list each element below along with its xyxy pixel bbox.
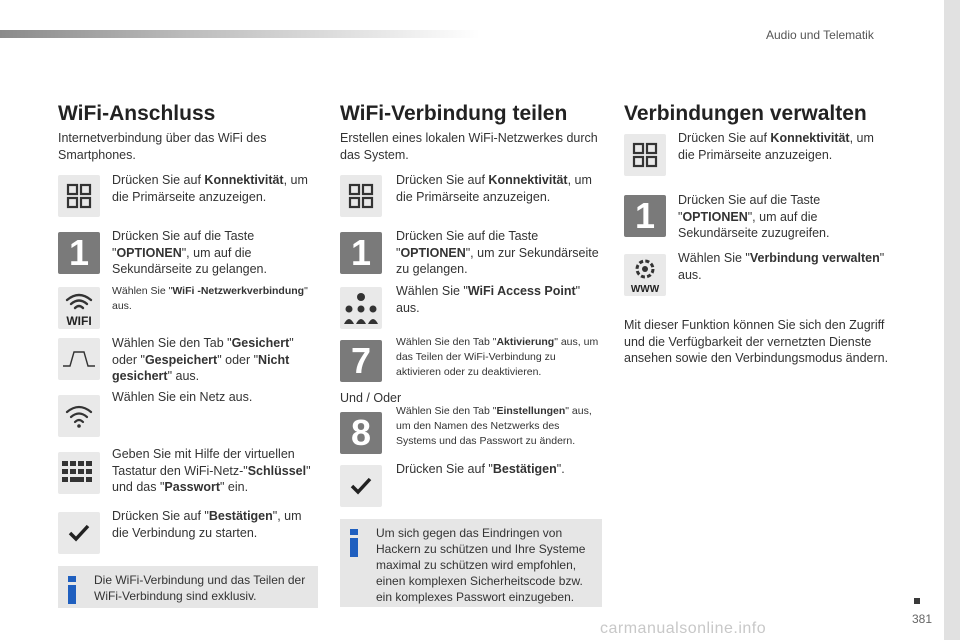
header-bar [0, 30, 480, 38]
checkmark-icon [340, 465, 382, 507]
side-bar [944, 0, 960, 640]
col2-info-text: Um sich gegen das Eindringen von Hackern zu schützen und Ihre Systeme maximal zu schützen wird empfohlen, einen komplexen Sicherheitscode bzw. ein komplexes Passwort einzugeben. [376, 526, 586, 604]
col1-step5: Wählen Sie ein Netz aus. [112, 390, 253, 404]
col1-step1: Drücken Sie auf Konnektivität, um die Primärseite anzuzeigen. [112, 173, 308, 204]
col1-step7: Drücken Sie auf "Bestätigen", um die Verbindung zu starten. [112, 509, 302, 540]
checkmark-icon [58, 512, 100, 554]
col1-title: WiFi-Anschluss [58, 102, 216, 125]
step-number-1: 1 [624, 195, 666, 237]
col2-intro: Erstellen eines lokalen WiFi-Netzwerkes durch das System. [340, 131, 598, 162]
col2-step1: Drücken Sie auf Konnektivität, um die Primärseite anzuzeigen. [396, 173, 592, 204]
col1-info-text: Die WiFi-Verbindung und das Teilen der WiFi-Verbindung sind exklusiv. [94, 573, 306, 603]
col1-step3: Wählen Sie "WiFi -Netzwerkverbindung" aus. [112, 285, 308, 312]
step-number-1: 1 [340, 232, 382, 274]
step-number-7: 7 [340, 340, 382, 382]
people-icon [340, 287, 382, 329]
col3-step3: Wählen Sie "Verbindung verwalten" aus. [678, 251, 885, 282]
grid-apps-icon [624, 134, 666, 176]
col1-step2: Drücken Sie auf die Taste "OPTIONEN", um auf die Sekundärseite zu gelangen. [112, 229, 267, 276]
col2-step2: Drücken Sie auf die Taste "OPTIONEN", um zur Sekundärseite zu gelangen. [396, 229, 599, 276]
svg-text:WWW: WWW [630, 284, 660, 295]
or-label: Und / Oder [340, 391, 402, 405]
col2-step4: Wählen Sie den Tab "Aktivierung" aus, um das Teilen der WiFi-Verbindung zu aktivieren oder zu deaktivieren. [396, 336, 599, 378]
info-icon [68, 576, 76, 606]
step-number-1: 1 [58, 232, 100, 274]
page-number: 381 [912, 612, 933, 626]
keyboard-icon [58, 452, 100, 494]
col3-title: Verbindungen verwalten [624, 102, 867, 125]
col1-step6: Geben Sie mit Hilfe der virtuellen Tastatur den WiFi-Netz-"Schlüssel" und das "Passwort" ein. [112, 447, 311, 494]
gear-www-icon [624, 254, 666, 296]
col2-step3: Wählen Sie "WiFi Access Point" aus. [396, 284, 581, 315]
col1-intro: Internetverbindung über das WiFi des Smartphones. [58, 131, 267, 162]
col3-outro: Mit dieser Funktion können Sie sich den Zugriff und die Verfügbarkeit der vernetzten Dienste ansehen sowie den Verbindungsmodus ändern. [624, 318, 889, 365]
grid-apps-icon [340, 175, 382, 217]
step-number-8: 8 [340, 412, 382, 454]
col3-step2: Drücken Sie auf die Taste "OPTIONEN", um auf die Sekundärseite zuzugreifen. [678, 193, 830, 240]
col1-info-box [58, 566, 318, 608]
col2-step6: Drücken Sie auf "Bestätigen". [396, 462, 565, 476]
col2-info-box [340, 519, 602, 607]
col2-step5: Wählen Sie den Tab "Einstellungen" aus, um den Namen des Netzwerks des Systems und das Passwort zu ändern. [396, 405, 592, 447]
col2-title: WiFi-Verbindung teilen [340, 102, 568, 125]
page-marker [914, 598, 920, 604]
section-title: Audio und Telematik [766, 28, 874, 42]
watermark: carmanualsonline.info [600, 620, 767, 637]
grid-apps-icon [58, 175, 100, 217]
svg-text:WIFI: WIFI [66, 314, 92, 328]
wifi-signal-icon [58, 395, 100, 437]
wifi-icon [58, 287, 100, 329]
tab-icon [58, 338, 100, 380]
col1-step4: Wählen Sie den Tab "Gesichert" oder "Gespeichert" oder "Nicht gesichert" aus. [112, 336, 294, 383]
col3-step1: Drücken Sie auf Konnektivität, um die Primärseite anzuzeigen. [678, 131, 874, 162]
info-icon [350, 529, 358, 559]
